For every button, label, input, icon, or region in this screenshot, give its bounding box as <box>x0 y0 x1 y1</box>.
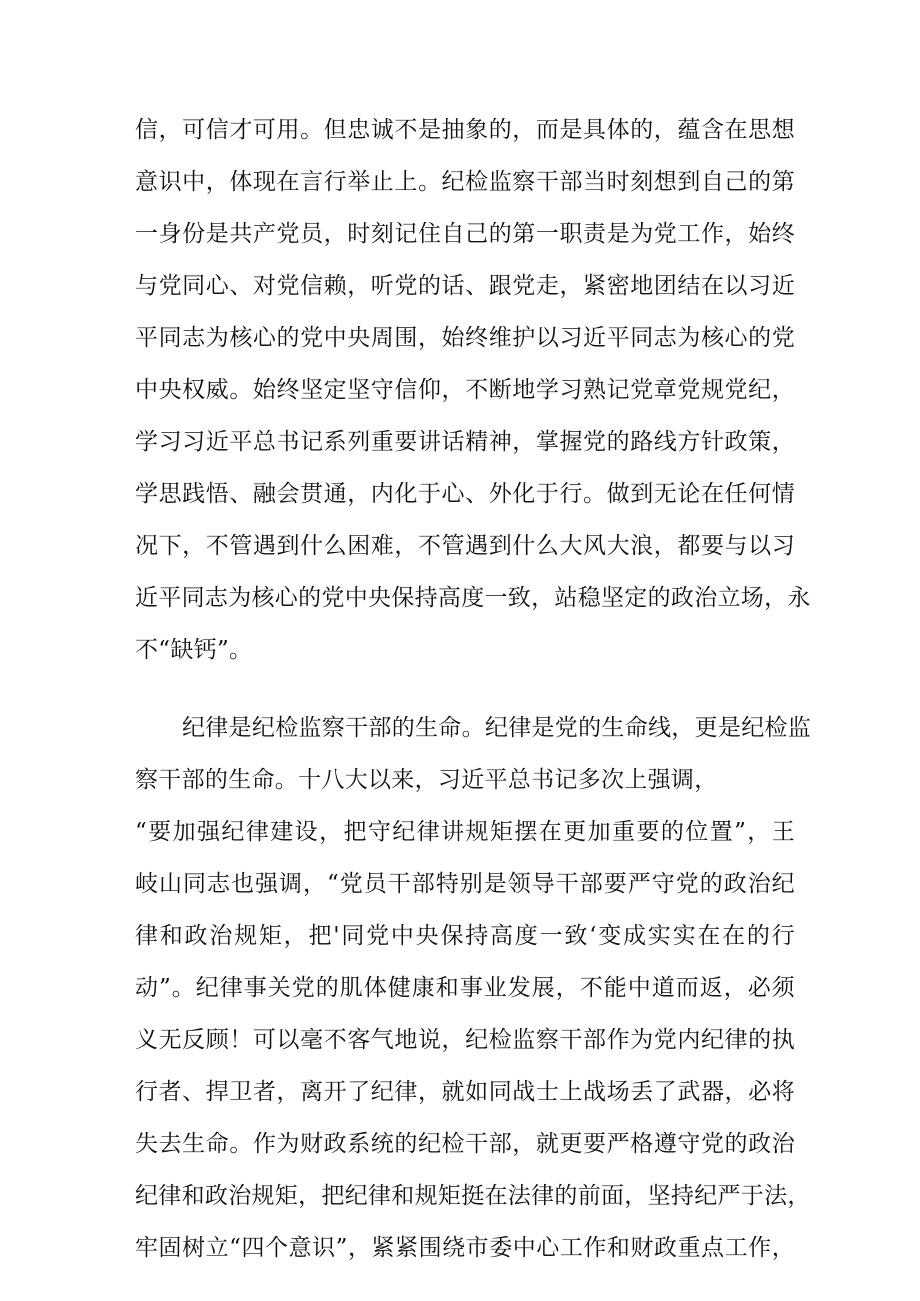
text-line: 况下，不管遇到什么困难，不管遇到什么大风大浪，都要与以习 <box>135 533 795 559</box>
text-line: 意识中，体现在言行举止上。纪检监察干部当时刻想到自己的第 <box>135 169 795 195</box>
text-line: 义无反顾！可以毫不客气地说，纪检监察干部作为党内纪律的执 <box>135 1027 795 1053</box>
text-line: 察干部的生命。十八大以来，习近平总书记多次上强调， <box>135 767 718 793</box>
text-line: 平同志为核心的党中央周围，始终维护以习近平同志为核心的党 <box>135 325 795 351</box>
text-line: 不“缺钙”。 <box>135 637 253 663</box>
text-line: 学习习近平总书记系列重要讲话精神，掌握党的路线方针政策， <box>135 429 795 455</box>
text-line: 一身份是共产党员，时刻记住自己的第一职责是为党工作，始终 <box>135 221 795 247</box>
text-line: 纪律和政治规矩，把纪律和规矩挺在法律的前面，坚持纪严于法， <box>135 1183 811 1209</box>
text-line: 纪律是纪检监察干部的生命。纪律是党的生命线，更是纪检监 <box>182 715 812 741</box>
text-line: 律和政治规矩，把'同党中央保持高度一致‘变成实实在在的行 <box>135 923 795 949</box>
text-line: 牢固树立“四个意识”，紧紧围绕市委中心工作和财政重点工作， <box>135 1235 795 1261</box>
text-line: 信，可信才可用。但忠诚不是抽象的，而是具体的，蕴含在思想 <box>135 117 795 143</box>
text-line: 行者、捍卫者，离开了纪律，就如同战士上战场丢了武器，必将 <box>135 1079 795 1105</box>
text-line: 岐山同志也强调，“党员干部特别是领导干部要严守党的政治纪 <box>135 871 795 897</box>
text-line: 近平同志为核心的党中央保持高度一致，站稳坚定的政治立场，永 <box>135 585 811 611</box>
text-line: 动”。纪律事关党的肌体健康和事业发展，不能中道而返，必须 <box>135 975 795 1001</box>
text-line: 失去生命。作为财政系统的纪检干部，就更要严格遵守党的政治 <box>135 1131 795 1157</box>
text-line: “要加强纪律建设，把守纪律讲规矩摆在更加重要的位置”，王 <box>135 819 795 845</box>
text-line: 与党同心、对党信赖，听党的话、跟党走，紧密地团结在以习近 <box>135 273 795 299</box>
text-line: 中央权威。始终坚定坚守信仰，不断地学习熟记党章党规党纪， <box>135 377 795 403</box>
text-line: 学思践悟、融会贯通，内化于心、外化于行。做到无论在任何情 <box>135 481 795 507</box>
